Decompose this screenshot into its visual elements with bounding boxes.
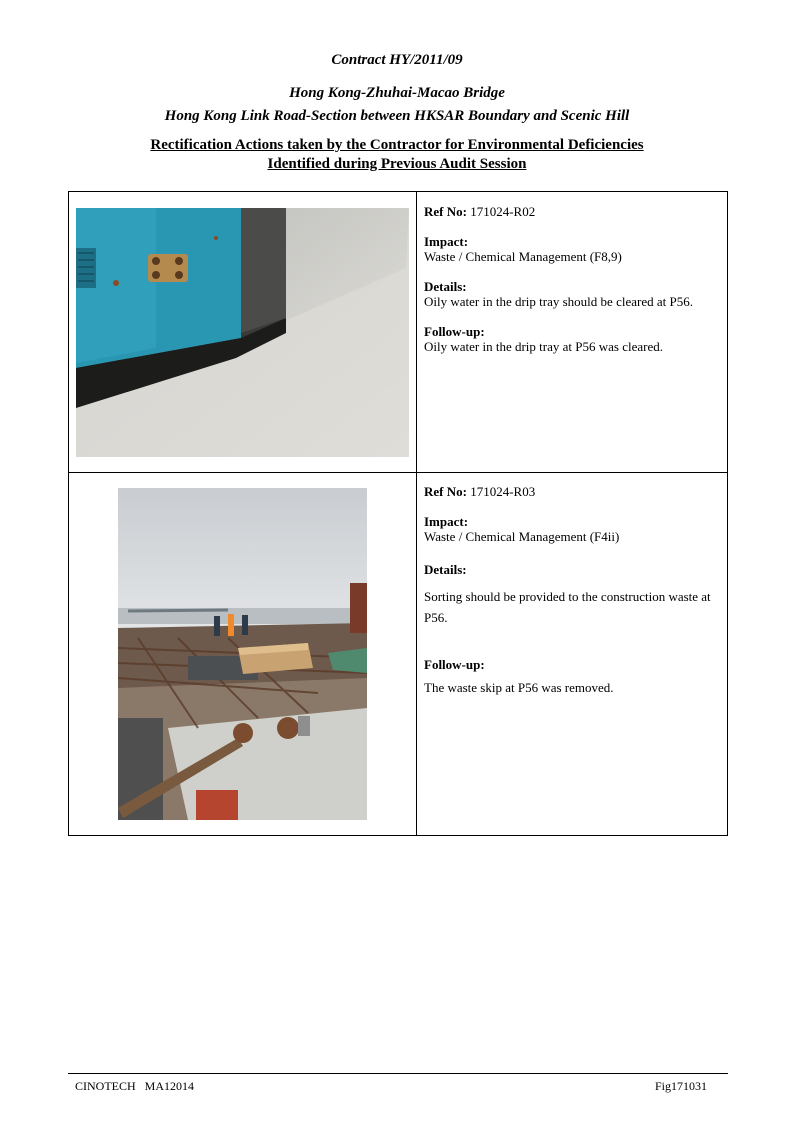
followup-label: Follow-up: [424,657,485,672]
followup-label: Follow-up: [424,324,485,339]
drip-tray-photo [76,208,409,457]
entry-1-info [424,204,724,369]
details-label: Details: [424,562,467,577]
footer-company: CINOTECH MA12014 [75,1079,194,1093]
entry-2-info [424,484,724,713]
footer-rule [68,1073,728,1074]
details-value: Oily water in the drip tray should be cleared at P56. [424,294,693,309]
construction-waste-photo [118,488,367,820]
document-title-line1: Rectification Actions taken by the Contractor for Environmental Deficiencies [150,137,644,153]
details-value: Sorting should be provided to the construction waste at P56. [424,589,711,625]
document-title-line2: Identified during Previous Audit Session [267,156,527,172]
section-name: Hong Kong Link Road-Section between HKSAR Boundary and Scenic Hill [164,108,630,124]
footer-figure-number: Fig171031 [655,1079,708,1093]
ref-value: 171024-R02 [470,204,536,219]
followup-value: Oily water in the drip tray at P56 was cleared. [424,339,663,354]
impact-label: Impact: [424,514,469,529]
row-divider [69,472,727,473]
contract-number: Contract HY/2011/09 [331,52,463,68]
followup-value: The waste skip at P56 was removed. [424,680,614,695]
ref-value: 171024-R03 [470,484,536,499]
details-label: Details: [424,279,467,294]
impact-label: Impact: [424,234,469,249]
rectification-table [68,191,728,836]
project-name: Hong Kong-Zhuhai-Macao Bridge [289,85,505,101]
impact-value: Waste / Chemical Management (F8,9) [424,249,622,264]
column-divider [416,192,417,835]
ref-label: Ref No: [424,204,467,219]
ref-label: Ref No: [424,484,467,499]
impact-value: Waste / Chemical Management (F4ii) [424,529,620,544]
